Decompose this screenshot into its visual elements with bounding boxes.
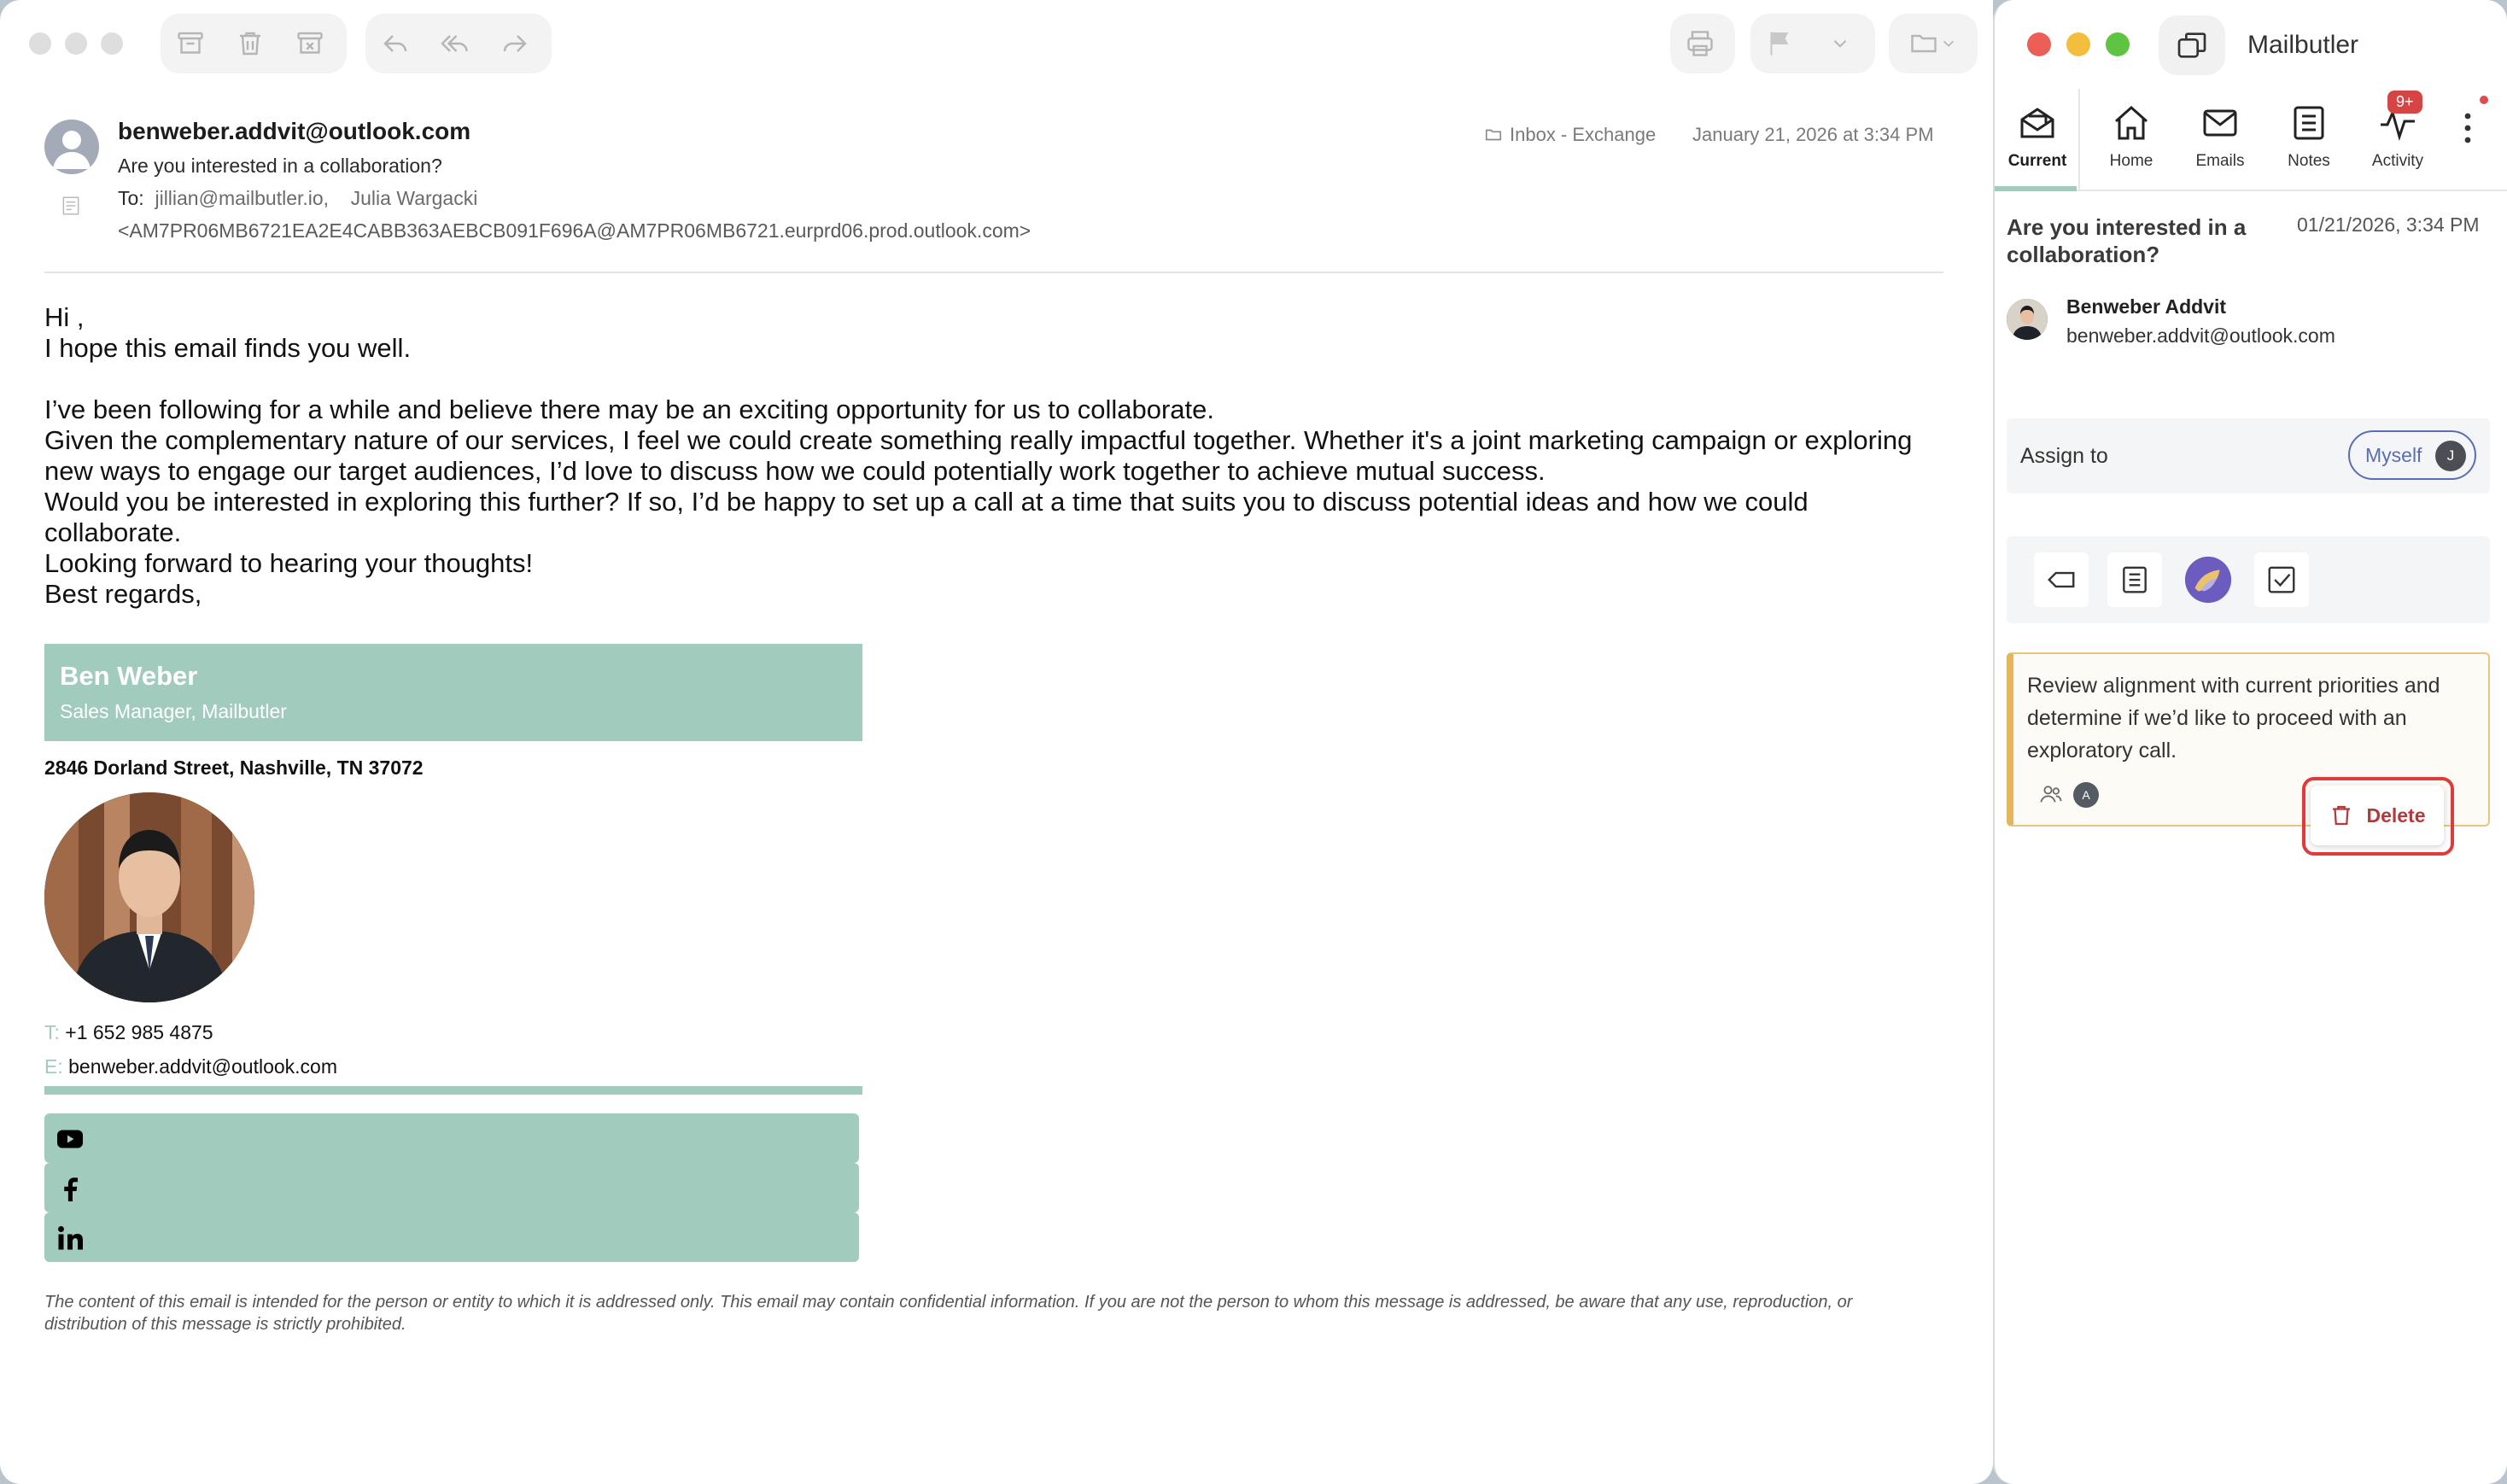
body-line: Looking forward to hearing your thoughts! [44, 548, 534, 578]
chevron-down-icon [1829, 32, 1851, 55]
folder-icon [1484, 126, 1503, 144]
assignee-name: Myself [2365, 443, 2422, 466]
junk-icon [295, 28, 325, 59]
youtube-icon [55, 1124, 85, 1154]
to-recipients [118, 187, 477, 210]
panel-nav [1995, 89, 2507, 191]
nav-activity-tab[interactable]: Activity [2355, 102, 2440, 171]
signature-phone: T: +1 652 985 4875 [44, 1021, 213, 1043]
header-divider [44, 272, 1943, 273]
add-tag-button[interactable] [2034, 552, 2089, 607]
quick-actions-bar [2007, 536, 2490, 623]
archive-icon [175, 28, 206, 59]
notes-icon [2118, 564, 2151, 596]
contact-email[interactable]: benweber.addvit@outlook.com [2066, 324, 2335, 347]
reply-icon [380, 28, 411, 59]
sender-email[interactable]: benweber.addvit@outlook.com [118, 118, 471, 144]
forward-icon [500, 28, 530, 59]
tag-icon [2045, 564, 2077, 596]
to-label: To: [118, 187, 144, 209]
more-options-icon[interactable] [2457, 111, 2478, 145]
notification-dot [2480, 96, 2488, 104]
recipient-address[interactable]: <AM7PR06MB6721EA2E4CABB363AEBCB091F696A@AM7PR06MB6721.eurprd06.prod.outlook.com> [118, 219, 1031, 242]
body-line: Best regards, [44, 579, 202, 609]
social-youtube-link[interactable] [44, 1113, 859, 1163]
recipient-1[interactable]: jillian@mailbutler.io, [155, 187, 330, 209]
contact-avatar [2007, 299, 2048, 340]
body-line: I’ve been following for a while and believe there may be an exciting opportunity for us to collaborate. [44, 394, 1214, 424]
facebook-icon [55, 1173, 85, 1204]
assign-to-label: Assign to [2020, 444, 2108, 468]
body-line: Would you be interested in exploring this further? If so, I’d be happy to set up a call at a time that suits you to discuss potential ideas and how we could collaborate. [44, 487, 1809, 547]
body-line: Given the complementary nature of our services, I feel we could create something really impactful together. Whether it's a joint marketing campaign or exploring new ways to engage our target audiences, I’d love to discuss how we could potentially work together to achieve mutual success. [44, 425, 1913, 486]
folder-icon [1908, 28, 1939, 59]
assign-to-row [2007, 418, 2490, 494]
chevron-down-icon [1939, 34, 1958, 53]
flag-icon [1765, 28, 1796, 59]
print-button[interactable] [1670, 14, 1730, 73]
move-to-folder-button[interactable] [1889, 14, 1978, 73]
activity-count-badge: 9+ [2387, 91, 2422, 114]
sender-avatar [44, 120, 99, 174]
contact-name[interactable]: Benweber Addvit [2066, 295, 2227, 318]
signature-title: Sales Manager, Mailbutler [60, 700, 287, 722]
nav-active-indicator [1995, 186, 2077, 191]
delete-mail-button[interactable] [220, 14, 280, 73]
toolbar-move-group [1889, 14, 1978, 73]
signature-rule [44, 1086, 862, 1095]
panel-close-button[interactable] [2027, 32, 2051, 56]
assignee-selector[interactable] [2348, 430, 2476, 480]
people-icon [2039, 782, 2063, 806]
notes-icon [2288, 102, 2329, 143]
note-text: Review alignment with current priorities and determine if we’d like to proceed with an exploratory call. [2027, 674, 2440, 762]
ai-assistant-button[interactable] [2181, 552, 2235, 607]
email-subject: Are you interested in a collaboration? [118, 155, 442, 177]
email-date: January 21, 2026 at 3:34 PM [1692, 124, 1934, 145]
reply-all-icon [440, 28, 470, 59]
nav-home-tab[interactable]: Home [2089, 102, 2174, 171]
panel-title: Mailbutler [2247, 31, 2359, 59]
signature-banner [44, 644, 862, 741]
windows-icon [2175, 28, 2209, 62]
assignee-avatar: J [2435, 441, 2466, 471]
panel-minimize-button[interactable] [2066, 32, 2090, 56]
forward-button[interactable] [485, 14, 545, 73]
recipient-2[interactable]: Julia Wargacki [350, 187, 478, 209]
ai-assistant-icon [2183, 555, 2233, 605]
mail-icon [2200, 102, 2241, 143]
envelope-open-icon [2017, 102, 2058, 143]
toolbar-reply-group [365, 14, 552, 73]
reply-all-button[interactable] [425, 14, 485, 73]
panel-email-date: 01/21/2026, 3:34 PM [2297, 213, 2480, 236]
social-linkedin-link[interactable] [44, 1212, 859, 1262]
home-icon [2111, 102, 2152, 143]
panel-window-button[interactable] [2159, 15, 2225, 75]
signature-email: E: benweber.addvit@outlook.com [44, 1055, 337, 1078]
add-note-button[interactable] [2107, 552, 2162, 607]
nav-current-tab[interactable]: Current [1995, 102, 2080, 171]
junk-button[interactable] [280, 14, 340, 73]
flag-button[interactable] [1750, 14, 1810, 73]
social-facebook-link[interactable] [44, 1163, 859, 1212]
task-checkbox-icon [2265, 564, 2298, 596]
reply-button[interactable] [365, 14, 425, 73]
close-window-button[interactable] [29, 32, 51, 55]
note-author-avatar: A [2073, 782, 2099, 808]
panel-zoom-button[interactable] [2106, 32, 2130, 56]
nav-emails-tab[interactable]: Emails [2177, 102, 2263, 171]
trash-icon [2329, 803, 2354, 828]
signature-address: 2846 Dorland Street, Nashville, TN 37072 [44, 757, 424, 779]
toolbar-print-group [1670, 14, 1735, 73]
trash-icon [235, 28, 266, 59]
linkedin-icon [55, 1223, 85, 1253]
delete-label: Delete [2366, 803, 2426, 827]
email-body [44, 302, 1923, 610]
add-task-button[interactable] [2254, 552, 2309, 607]
body-line: I hope this email finds you well. [44, 333, 412, 363]
nav-notes-tab[interactable]: Notes [2266, 102, 2352, 171]
minimize-window-button[interactable] [65, 32, 87, 55]
toolbar-archive-group [161, 14, 347, 73]
signature-name: Ben Weber [60, 661, 198, 691]
printer-icon [1685, 28, 1715, 59]
signature-photo [44, 792, 254, 1002]
panel-email-subject: Are you interested in a collaboration? [2007, 214, 2247, 267]
body-line: Hi , [44, 302, 85, 332]
email-disclaimer: The content of this email is intended for the person or entity to which it is addressed only. This email may contain confidential information. If you are not the person to whom this message is addressed, be aware that any use, reproduction, or distribution of this message is strictly prohibited. [44, 1293, 1853, 1334]
delete-note-button[interactable] [2311, 786, 2444, 845]
document-icon [60, 195, 82, 217]
mailbox-folder: Inbox - Exchange [1484, 124, 1656, 146]
toolbar-flag-group [1750, 14, 1875, 73]
archive-button[interactable] [161, 14, 220, 73]
zoom-window-button[interactable] [101, 32, 123, 55]
flag-dropdown-button[interactable] [1810, 14, 1870, 73]
